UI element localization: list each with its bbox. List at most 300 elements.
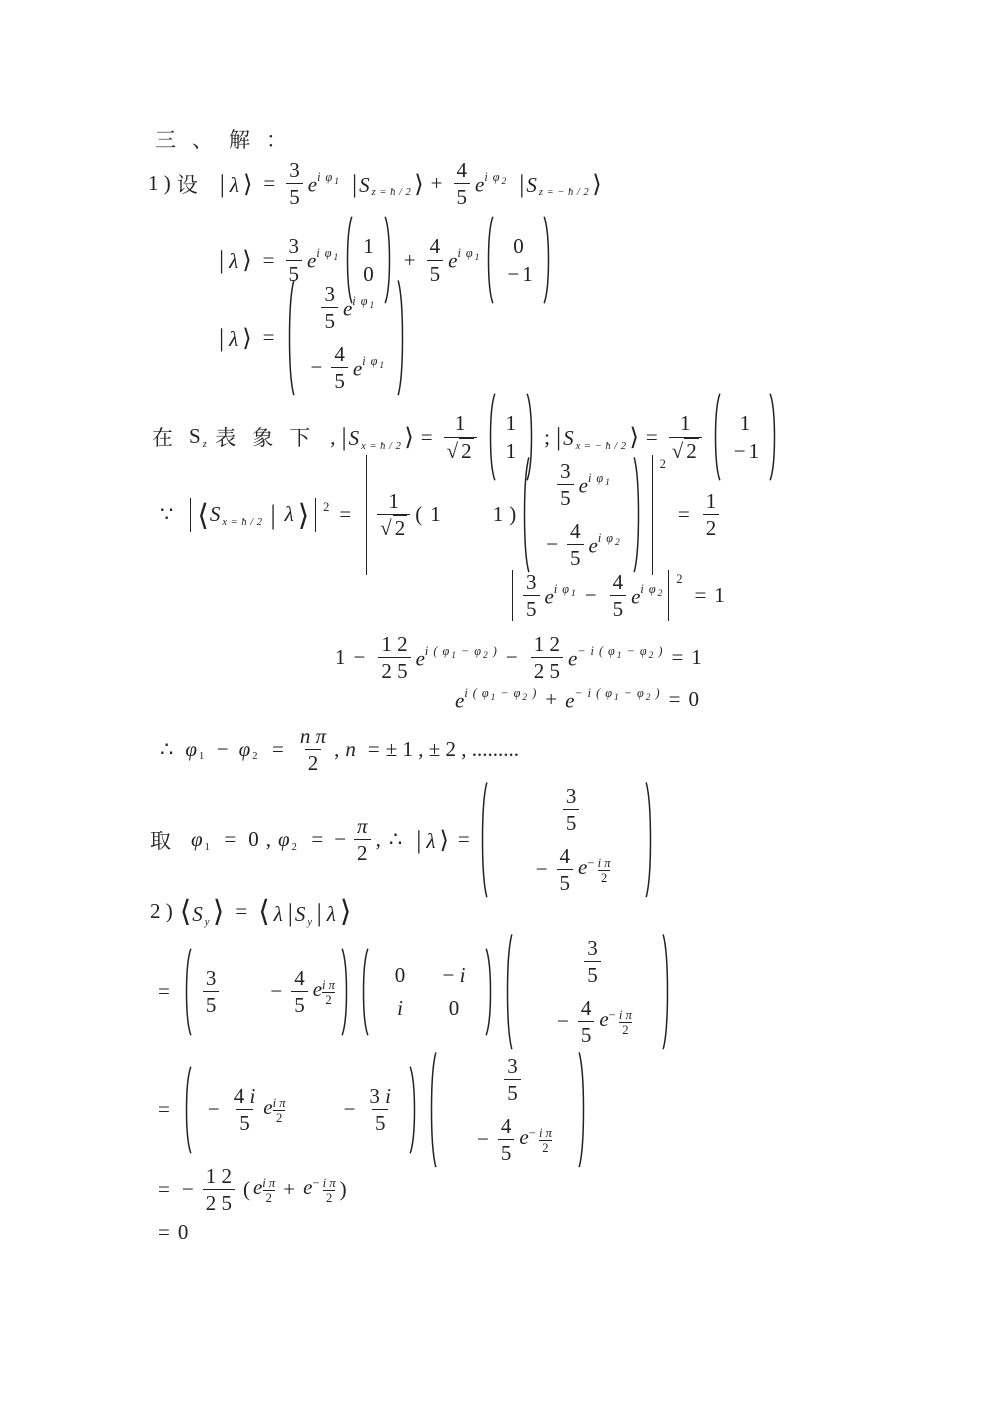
e: e: [599, 1006, 609, 1031]
entry: [504, 262, 532, 287]
vector-entries: [721, 408, 769, 467]
fraction: [378, 632, 410, 683]
langle-icon: ⟨: [179, 894, 192, 928]
exponent: [322, 977, 335, 1007]
entry: [553, 996, 632, 1047]
column-vector: [521, 455, 642, 575]
exp-text: i φ: [317, 169, 334, 184]
subscript: x = − ħ / 2: [575, 440, 627, 452]
denominator: 5: [372, 1109, 389, 1135]
exp-term: [589, 531, 621, 558]
exp-sub: 2: [482, 650, 489, 661]
fraction: [523, 570, 540, 621]
lambda: λ: [229, 172, 239, 197]
numerator: i π: [272, 1095, 286, 1110]
exp-term: [303, 1175, 336, 1205]
line-abs-equals-one: [503, 570, 725, 621]
minus-sign: −: [442, 962, 455, 987]
exp-text: − φ: [500, 686, 522, 700]
numerator: 1: [388, 489, 399, 514]
denominator: 2: [598, 870, 610, 885]
entry: 1: [492, 502, 504, 527]
exp-term: [253, 1175, 275, 1205]
exp-term: [308, 170, 340, 197]
line-exp-sum-zero: [455, 686, 699, 713]
exponent: [262, 1175, 276, 1205]
rangle-icon: ⟩: [212, 894, 225, 928]
digit: 1: [522, 261, 533, 286]
vector-entries: [437, 1050, 578, 1170]
e: e: [544, 584, 554, 609]
fraction: [231, 1084, 259, 1135]
cjk-text: 象: [252, 426, 274, 450]
pm-list: ± 1 , ± 2 , .........: [385, 737, 519, 762]
vector-entries: [295, 278, 398, 398]
denominator: 2: [273, 1110, 285, 1125]
subscript: z = ħ / 2: [371, 187, 412, 199]
fraction: [563, 784, 580, 835]
comma: ,: [334, 737, 340, 762]
numerator: 1 2: [533, 632, 560, 656]
e: e: [307, 172, 318, 197]
ket-bar-icon: |: [219, 245, 225, 274]
equals-sign: =: [311, 827, 324, 852]
denominator: 2: [323, 1190, 335, 1205]
numerator: i π: [597, 855, 611, 870]
equals-sign: =: [158, 1220, 170, 1244]
minus-sign: −: [477, 1127, 489, 1152]
cjk-text: 在: [152, 426, 173, 450]
exp-text: ): [658, 643, 664, 658]
left-paren-icon: [360, 947, 369, 1037]
denominator: 5: [203, 991, 220, 1017]
ket-bar-icon: |: [341, 422, 347, 451]
lambda: λ: [229, 326, 239, 351]
exp-text: i φ: [457, 246, 474, 261]
semicolon: ;: [544, 424, 550, 449]
entry: 0: [513, 233, 524, 258]
denominator: 5: [286, 183, 303, 209]
e: e: [578, 473, 588, 498]
numerator: i π: [618, 1007, 632, 1022]
abs-bar-icon: [512, 570, 513, 621]
digit: 0: [177, 1220, 189, 1244]
minus-sign: −: [216, 737, 229, 762]
fraction: [354, 814, 371, 865]
minus-sign: −: [507, 261, 520, 286]
exp-sub: 1: [334, 176, 341, 187]
denominator: 2 5: [203, 1189, 235, 1215]
numerator: 1 2: [381, 632, 408, 656]
e: e: [588, 533, 598, 558]
rangle-icon: ⟩: [414, 169, 424, 198]
exp-text: i ( φ: [424, 643, 451, 658]
minus-sign: −: [310, 355, 323, 380]
exp-term: [545, 582, 577, 609]
fraction: [557, 844, 574, 895]
line-lambda-column: [213, 278, 411, 398]
exponent: [574, 686, 661, 703]
fraction: [584, 936, 601, 987]
exp-text: − i ( φ: [577, 643, 616, 658]
numerator: i π: [262, 1175, 276, 1190]
abs-bar-icon: [190, 498, 191, 532]
lambda: λ: [426, 828, 436, 853]
denominator: 2 5: [531, 657, 563, 683]
minus-sign: −: [312, 1175, 320, 1190]
minus-sign: −: [535, 857, 548, 882]
numerator: 4: [294, 966, 305, 991]
numerator: [231, 1084, 259, 1108]
numerator: 1 2: [205, 1164, 232, 1188]
exp-term: [263, 1095, 285, 1125]
S: S: [563, 426, 574, 450]
sqrt: [380, 516, 407, 540]
exponent: [457, 246, 481, 264]
entry: 1: [363, 233, 374, 258]
fraction: [377, 489, 410, 540]
subscript: x = ħ / 2: [361, 440, 402, 452]
numerator: 3: [507, 1054, 518, 1078]
right-paren: ): [339, 1177, 347, 1202]
entry: [542, 519, 621, 570]
exponent: [587, 855, 611, 885]
equals-sign: =: [263, 171, 276, 196]
denominator: 5: [557, 484, 574, 510]
phi2: [239, 737, 260, 763]
denominator: 5: [321, 307, 338, 333]
exp-text: − φ: [460, 643, 482, 658]
numerator: i π: [538, 1125, 552, 1140]
minus-sign: −: [608, 1007, 616, 1022]
fraction: [291, 966, 308, 1017]
S: S: [359, 172, 370, 197]
fraction: [203, 1164, 235, 1215]
heading-line: [155, 124, 287, 154]
ket-bar-icon: |: [219, 322, 225, 352]
exp-text: i φ: [484, 169, 501, 184]
fraction: [531, 632, 563, 683]
abs-group: [507, 570, 682, 621]
numerator: 4: [500, 1114, 512, 1139]
exp-fraction: [539, 1126, 552, 1155]
numerator: i π: [322, 1175, 336, 1190]
entry: 0: [448, 995, 460, 1020]
exp-fraction: [322, 978, 335, 1007]
heading-text: 、: [192, 128, 213, 152]
numerator: 4: [612, 570, 624, 594]
fraction: [703, 489, 720, 540]
exponent: [464, 686, 538, 703]
rangle-icon: ⟩: [242, 246, 252, 274]
numerator: 3: [205, 966, 217, 991]
plus-sign: +: [403, 247, 416, 272]
column-vector: [485, 215, 551, 305]
exp-sub: 1: [605, 477, 611, 488]
exponent: [577, 643, 664, 661]
exp-fraction: [323, 1176, 336, 1205]
denominator: 5: [498, 1139, 515, 1165]
entry: [552, 459, 611, 510]
exp-term: [565, 686, 661, 713]
plus-sign: +: [545, 687, 558, 712]
numerator: [366, 1084, 394, 1108]
exp-text: i φ: [553, 581, 570, 596]
lambda: λ: [284, 502, 294, 527]
cjk-text: 表: [215, 426, 237, 450]
exponent: [597, 531, 621, 549]
n-variable: n: [345, 737, 356, 762]
numerator: 3: [526, 570, 537, 594]
left-paren-icon: [183, 947, 192, 1037]
denominator: 2: [619, 1022, 631, 1037]
fraction: [567, 519, 584, 570]
right-paren-icon: [633, 455, 642, 575]
e: e: [567, 646, 578, 671]
line-step2-expectation: [150, 894, 358, 928]
equals-sign: =: [671, 645, 684, 670]
right-paren: ): [509, 502, 517, 527]
equals-sign: =: [224, 827, 237, 852]
exponent: [528, 1125, 552, 1155]
S-x: [210, 502, 265, 528]
exp-sub: 1: [333, 253, 340, 264]
e: e: [263, 1094, 273, 1119]
entry: [473, 1114, 552, 1165]
denominator: 5: [563, 809, 580, 835]
abs-bar-icon: [668, 570, 669, 621]
ket-bar-icon: |: [287, 898, 293, 927]
exponent: [587, 470, 611, 488]
phi: φ: [238, 736, 251, 761]
exp-text: i φ: [362, 354, 379, 369]
item-number: 2 ): [150, 898, 173, 923]
subscript: z: [202, 438, 208, 450]
left-paren: (: [242, 1177, 250, 1202]
digit: 3: [369, 1084, 380, 1109]
exponent: [312, 1175, 336, 1205]
entry: 1: [739, 410, 751, 435]
rangle-icon: ⟩: [297, 497, 310, 532]
fraction: [454, 158, 471, 209]
entry: [307, 342, 386, 393]
right-paren-icon: [662, 932, 671, 1052]
equals-sign: =: [457, 827, 470, 852]
rangle-icon: ⟩: [243, 169, 253, 198]
exp-sub: 1: [613, 692, 620, 703]
heading-text: 三: [155, 128, 176, 152]
right-paren-icon: [578, 1050, 587, 1170]
left-paren-icon: [521, 455, 530, 575]
exp-text: − φ: [623, 686, 645, 700]
S-z: [189, 424, 209, 450]
e: e: [448, 248, 458, 273]
fraction: [366, 1084, 394, 1135]
exp-term: [416, 644, 498, 671]
S: S: [526, 172, 537, 197]
line-matrix-product-2: [150, 1050, 592, 1170]
abs-group-product: [361, 455, 666, 575]
numerator: i π: [322, 977, 335, 992]
e: e: [312, 976, 323, 1001]
ket-Sz-up: [350, 169, 425, 199]
exp-term: [568, 644, 664, 671]
fraction: [297, 724, 329, 775]
ket-lambda: [414, 825, 450, 855]
numerator: π: [357, 814, 368, 839]
fraction: [504, 1054, 521, 1105]
denominator: 5: [291, 991, 308, 1017]
vector-entries: [488, 780, 645, 900]
right-paren-icon: [769, 392, 778, 482]
line-final-zero: [150, 1220, 188, 1245]
abs-bar-icon: [652, 455, 653, 575]
subscript: 1: [204, 841, 211, 853]
i: i: [459, 962, 466, 987]
S: S: [209, 501, 221, 526]
denominator: 2 5: [378, 657, 410, 683]
vector-entries: [192, 1082, 409, 1137]
left-paren-icon: [183, 1065, 192, 1155]
e: e: [415, 646, 425, 671]
fraction: [498, 1114, 515, 1165]
ket-bar-icon: |: [555, 422, 562, 451]
because-sign: ∵: [160, 502, 174, 527]
abs-bar-icon: [366, 455, 367, 575]
exponent: [484, 169, 508, 187]
right-paren-icon: [409, 1065, 418, 1155]
heading-text: 解: [229, 128, 250, 152]
exp-term: [307, 246, 339, 273]
i: i: [385, 1084, 392, 1109]
fraction: [578, 996, 595, 1047]
denominator: 2: [703, 514, 720, 540]
rangle-icon: ⟩: [439, 825, 449, 854]
comma: ,: [330, 424, 336, 449]
exp-text: i φ: [640, 581, 657, 596]
left-paren-icon: [428, 1050, 437, 1170]
denominator: 2: [305, 749, 322, 775]
matrix-entries: [369, 959, 485, 1025]
entry: i: [397, 995, 403, 1020]
exp-sub: 2: [501, 176, 508, 187]
ket-bar-icon: |: [416, 824, 422, 854]
rangle-icon: ⟩: [592, 169, 602, 198]
denominator: 5: [523, 595, 540, 621]
numerator: 1: [705, 489, 717, 514]
radical-icon: √: [380, 516, 392, 541]
vector-entries: [513, 932, 662, 1052]
right-paren-icon: [397, 278, 406, 398]
digit: 0: [688, 687, 699, 712]
exp-fraction: [619, 1008, 632, 1037]
exponent: [316, 246, 340, 264]
denominator: 2: [322, 992, 334, 1007]
exp-text: ): [492, 643, 498, 658]
left-paren-icon: [485, 215, 494, 305]
subscript: y: [204, 916, 210, 928]
S: S: [294, 902, 306, 926]
exp-text: i ( φ: [464, 686, 490, 700]
right-paren-icon: [485, 947, 494, 1037]
exp-fraction: [262, 1176, 275, 1205]
radicand: 2: [686, 438, 697, 463]
e: e: [475, 172, 485, 197]
denominator: 2: [354, 839, 371, 865]
rangle-icon: ⟩: [404, 423, 414, 451]
phi1: [191, 827, 212, 853]
equals-sign: =: [367, 737, 380, 762]
exp-term: [313, 977, 335, 1007]
S: S: [192, 902, 203, 926]
column-vector: [479, 780, 654, 900]
exp-term: [519, 1125, 552, 1155]
expectation-Sy: [179, 894, 226, 928]
cjk-text: 下: [289, 426, 311, 450]
exp-term: [455, 686, 537, 713]
equals-sign: =: [677, 502, 690, 527]
exponent: [424, 643, 498, 661]
braket-lambda-Sy-lambda: [257, 894, 352, 928]
row-vector: [183, 947, 350, 1037]
exponent: [352, 293, 376, 311]
entry: [266, 966, 335, 1017]
e: e: [631, 584, 641, 609]
exp-text: ): [655, 686, 661, 700]
cjk-text: 取: [150, 828, 171, 853]
numerator: 3: [565, 784, 577, 808]
ket-Sz-down: [517, 169, 602, 199]
exp-text: i φ: [597, 531, 615, 546]
exp-term: [343, 294, 375, 321]
minus-sign: −: [584, 583, 597, 608]
exp-term: [599, 1007, 632, 1037]
equals-sign: =: [339, 502, 352, 527]
abs-bar-icon: [315, 498, 316, 532]
equals-sign: =: [668, 687, 681, 712]
left-paren-icon: [286, 278, 295, 398]
e: e: [455, 688, 465, 713]
equals-sign: =: [645, 424, 658, 449]
numerator: 3: [560, 459, 571, 483]
exp-sub: 2: [648, 650, 655, 661]
entry: [338, 1084, 399, 1135]
minus-sign: −: [343, 1097, 356, 1122]
exp-text: − i ( φ: [574, 686, 613, 700]
e: e: [303, 1174, 313, 1199]
equals-sign: =: [420, 424, 433, 449]
fraction: [427, 234, 444, 285]
equals-sign: =: [158, 979, 170, 1004]
therefore-sign: ∴: [160, 737, 174, 762]
denominator: [377, 514, 410, 540]
fraction: [321, 282, 338, 333]
minus-sign: −: [587, 855, 595, 870]
item-number: 1 ): [148, 171, 171, 196]
exp-sub: 1: [379, 361, 386, 372]
exp-sub: 1: [571, 588, 577, 599]
numerator: 3: [288, 234, 300, 259]
numerator: 4: [456, 158, 468, 182]
numerator: 4: [580, 996, 592, 1021]
denominator: 2: [263, 1190, 275, 1205]
digit: 0: [248, 827, 259, 852]
entry: 0: [363, 261, 374, 286]
exponent: [362, 354, 386, 372]
equals-sign: =: [235, 898, 248, 923]
column-vector: [428, 1050, 587, 1170]
plus-sign: +: [283, 1177, 296, 1202]
